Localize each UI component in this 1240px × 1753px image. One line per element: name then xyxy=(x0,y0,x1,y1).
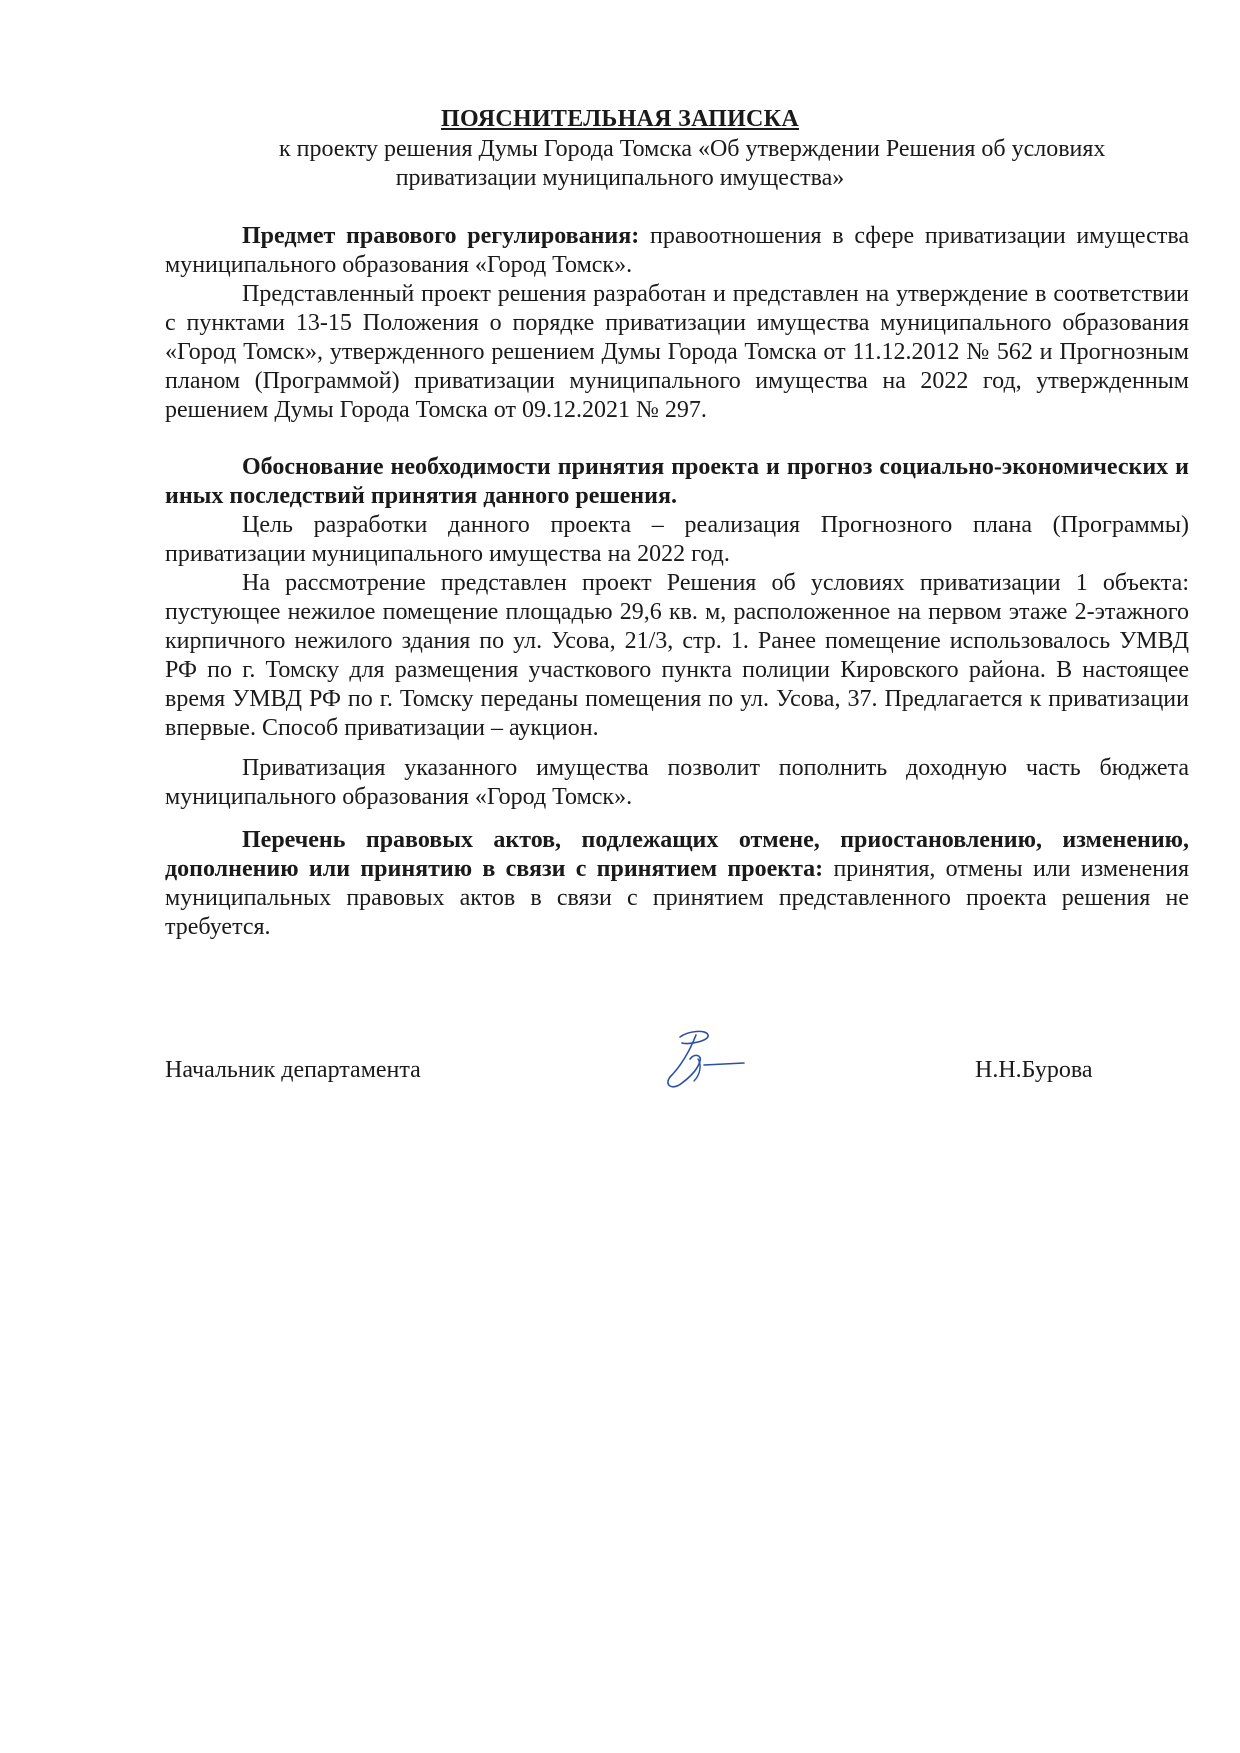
legal-acts-text: принятия, отмены или изменения муниципальных правовых актов в связи с принятием представленного проекта решения не требуется. xyxy=(165,856,1189,940)
document-subtitle-line2: приватизации муниципального имущества» xyxy=(395,165,845,191)
justification-paragraph-2: На рассмотрение представлен проект Решения об условиях приватизации 1 объекта: пустующее нежилое помещение площадью 29,6 кв. м, расположенное на первом этаже 2-этажного кирпичного нежилого здания по ул. Усова, 21/3, стр. 1. Ранее помещение использовалось УМВД РФ по г. Томску для размещения участкового пункта полиции Кировского района. В настоящее время УМВД РФ по г. Томску переданы помещения по ул. Усова, 37. Предлагается к приватизации впервые. Способ приватизации – аукцион. xyxy=(165,570,1189,741)
document-subtitle-line1: к проекту решения Думы Города Томска «Об утверждении Решения об условиях xyxy=(279,136,1106,162)
document-body xyxy=(165,222,1189,942)
justification-heading-paragraph xyxy=(165,453,1189,511)
justification-paragraph-1: Цель разработки данного проекта – реализация Прогнозного плана (Программы) приватизации муниципального имущества на 2022 год. xyxy=(165,512,1189,567)
handwritten-signature xyxy=(658,1025,758,1105)
subject-text: правоотношения в сфере приватизации имущества муниципального образования «Город Томск». xyxy=(165,223,1189,278)
document-title: ПОЯСНИТЕЛЬНАЯ ЗАПИСКА xyxy=(440,106,800,132)
signatory-position: Начальник департамента xyxy=(165,1057,421,1083)
subject-paragraph xyxy=(165,222,1189,280)
legal-acts-heading: Перечень правовых актов, подлежащих отмене, приостановлению, изменению, дополнению или принятию в связи с принятием проекта: xyxy=(165,827,1189,882)
justification-paragraph-3: Приватизация указанного имущества позволит пополнить доходную часть бюджета муниципального образования «Город Томск». xyxy=(165,755,1189,810)
signatory-name: Н.Н.Бурова xyxy=(975,1057,1093,1083)
legal-acts-paragraph xyxy=(165,826,1189,942)
justification-heading: Обоснование необходимости принятия проекта и прогноз социально-экономических и иных последствий принятия данного решения. xyxy=(165,454,1189,509)
subject-heading: Предмет правового регулирования: xyxy=(242,223,640,249)
subject-paragraph-2: Представленный проект решения разработан и представлен на утверждение в соответствии с пунктами 13-15 Положения о порядке приватизации имущества муниципального образования «Город Томск», утвержденного решением Думы Города Томска от 11.12.2012 № 562 и Прогнозным планом (Программой) приватизации муниципального имущества на 2022 год, утвержденным решением Думы Города Томска от 09.12.2021 № 297. xyxy=(165,281,1189,423)
